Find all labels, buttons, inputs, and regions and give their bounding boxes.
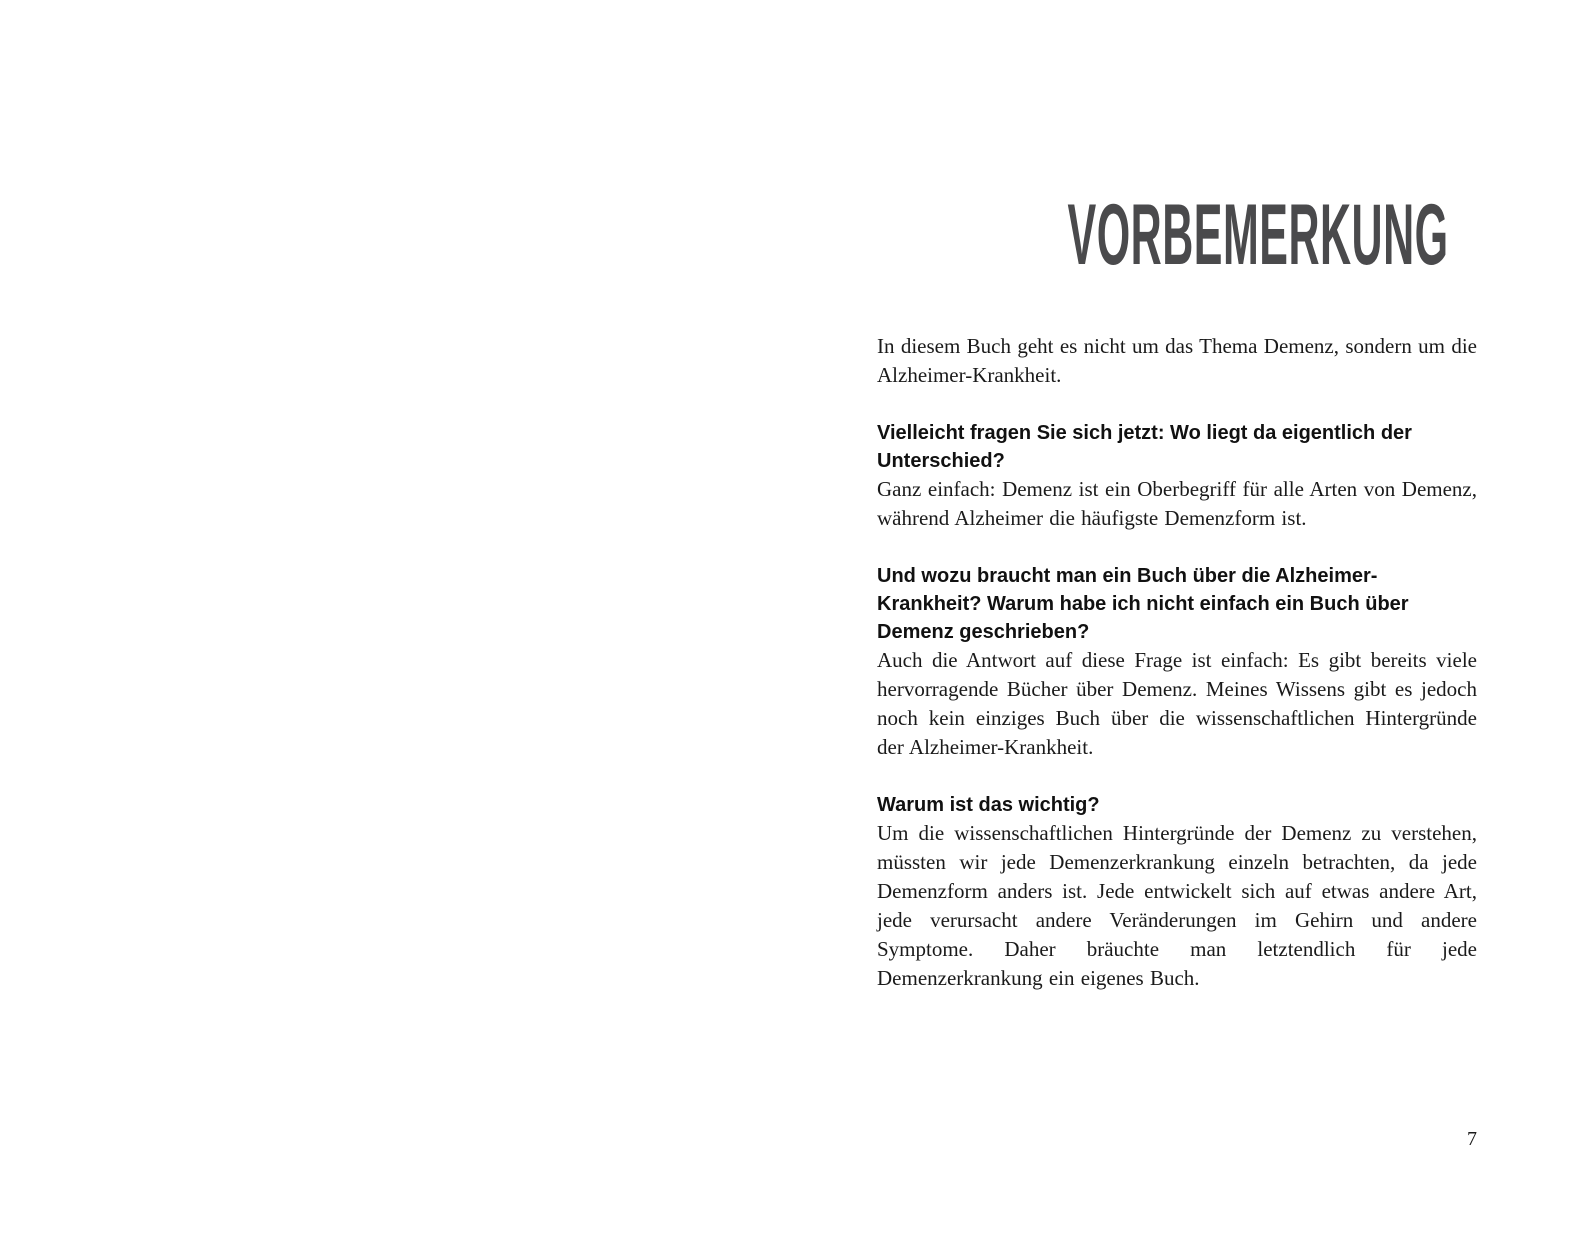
body-paragraph: Ganz einfach: Demenz ist ein Oberbegriff für alle Arten von Demenz, während Alzheimer die häufigste Demenzform ist. — [877, 477, 1477, 530]
content-column — [877, 187, 1477, 993]
body-paragraph: Auch die Antwort auf diese Frage ist einfach: Es gibt bereits viele hervorragende Bücher über Demenz. Meines Wissens gibt es jedoch noch kein einziges Buch über die wissenschaftlichen Hintergründe der Alzheimer-Krankheit. — [877, 648, 1477, 759]
section-heading: Vielleicht fragen Sie sich jetzt: Wo liegt da eigentlich der Unterschied? — [877, 422, 1412, 472]
body-paragraph: In diesem Buch geht es nicht um das Thema Demenz, sondern um die Alzheimer-Krankheit. — [877, 334, 1477, 387]
page-number: 7 — [1467, 1128, 1477, 1150]
body-paragraph: Um die wissenschaftlichen Hintergründe der Demenz zu verstehen, müssten wir jede Demenzerkrankung einzeln betrachten, da jede Demenzform anders ist. Jede entwickelt sich auf etwas andere Art, jede verursacht andere Veränderungen im Gehirn und andere Symptome. Daher bräuchte man letztendlich für jede Demenzerkrankung ein eigenes Buch. — [877, 821, 1477, 990]
page-title-text: VORBEMERKUNG — [1067, 187, 1449, 283]
section-heading: Warum ist das wichtig? — [877, 794, 1100, 816]
section-heading: Und wozu braucht man ein Buch über die Alzheimer-Krankheit? Warum habe ich nicht einfach ein Buch über Demenz geschrieben? — [877, 565, 1409, 643]
page-title — [877, 187, 1477, 283]
